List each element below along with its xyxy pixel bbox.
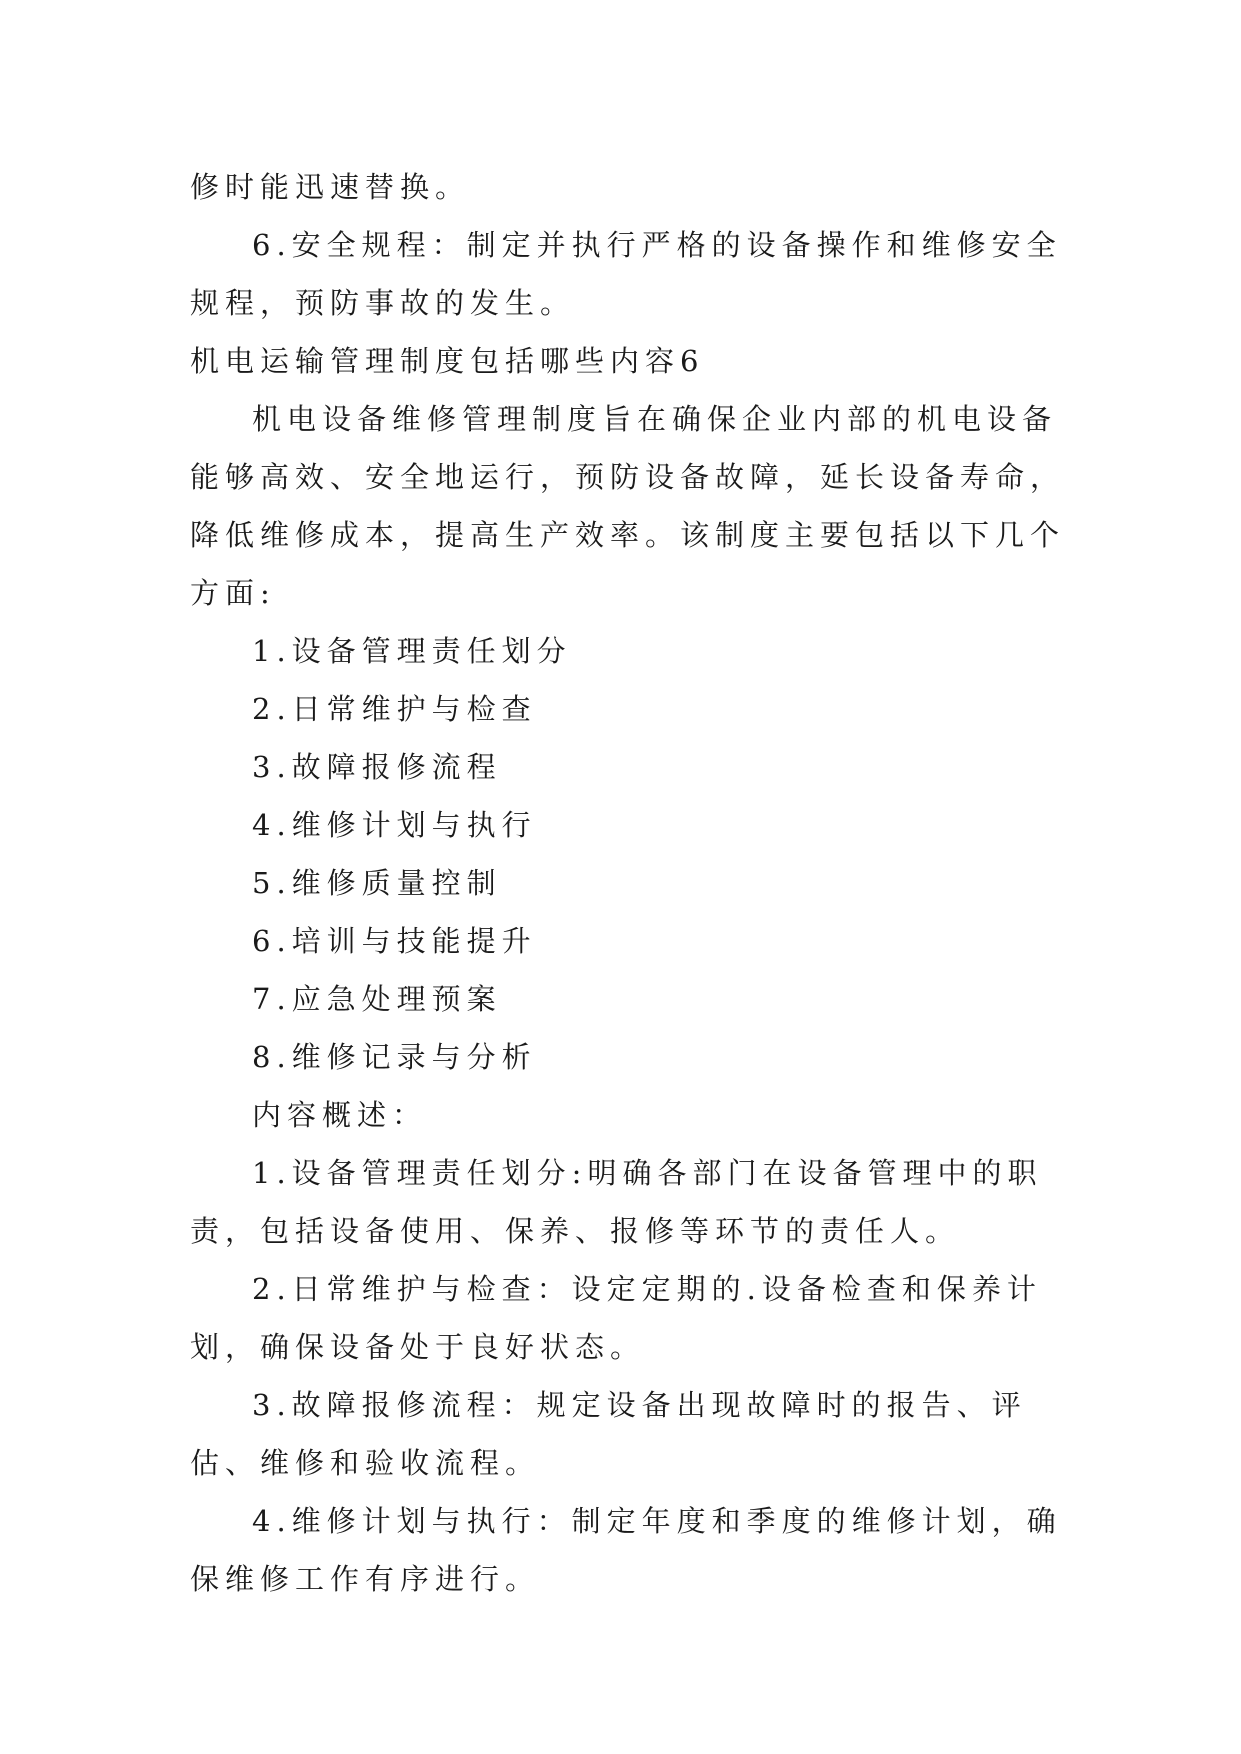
- list-item: 1.设备管理责任划分: [252, 634, 572, 668]
- paragraph-responsibility: 1.设备管理责任划分:明确各部门在设备管理中的职责，包括设备使用、保养、报修等环节的责任人。: [190, 1156, 1043, 1248]
- list-item: 5.维修质量控制: [252, 866, 502, 900]
- list-item: 3.故障报修流程: [252, 750, 502, 784]
- list-item: 4.维修计划与执行: [252, 808, 537, 842]
- list-item: 7.应急处理预案: [252, 982, 502, 1016]
- list-item: 8.维修记录与分析: [252, 1040, 537, 1074]
- paragraph-safety-rules: 6.安全规程：制定并执行严格的设备操作和维修安全规程，预防事故的发生。: [190, 228, 1062, 320]
- content-overview-label: 内容概述：: [252, 1098, 428, 1132]
- paragraph-daily-maintenance: 2.日常维护与检查：设定定期的.设备检查和保养计划，确保设备处于良好状态。: [190, 1272, 1042, 1364]
- paragraph-intro: 机电设备维修管理制度旨在确保企业内部的机电设备能够高效、安全地运行，预防设备故障，延长设备寿命，降低维修成本，提高生产效率。该制度主要包括以下几个方面:: [190, 402, 1066, 610]
- paragraph-continuation: 修时能迅速替换。: [190, 170, 471, 204]
- list-item: 6.培训与技能提升: [252, 924, 537, 958]
- list-item: 2.日常维护与检查: [252, 692, 537, 726]
- document-body: [190, 158, 1070, 1608]
- paragraph-maintenance-plan: 4.维修计划与执行：制定年度和季度的维修计划，确保维修工作有序进行。: [190, 1504, 1062, 1596]
- paragraph-fault-reporting: 3.故障报修流程：规定设备出现故障时的报告、评估、维修和验收流程。: [190, 1388, 1027, 1480]
- section-heading: 机电运输管理制度包括哪些内容6: [190, 344, 705, 378]
